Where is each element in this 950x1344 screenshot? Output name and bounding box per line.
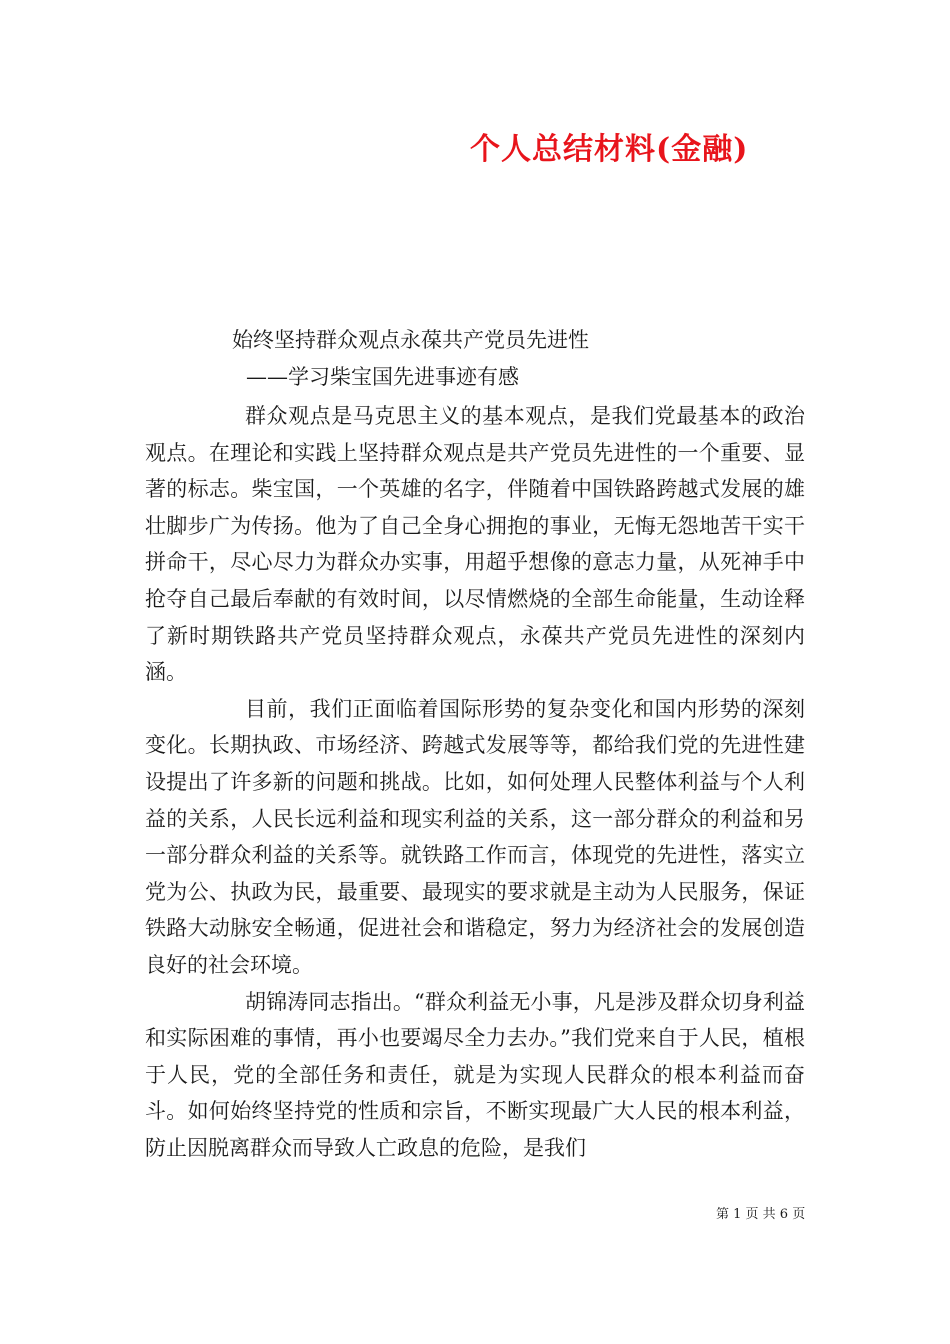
document-title: 个人总结材料(金融)	[470, 132, 749, 167]
page-footer: 第 1 页 共 6 页	[716, 1207, 806, 1222]
paragraph: 群众观点是马克思主义的基本观点，是我们党最基本的政治观点。在理论和实践上坚持群众观点是共产党员先进性的一个重要、显著的标志。柴宝国，一个英雄的名字，伴随着中国铁路跨越式发展的雄壮脚步广为传扬。他为了自己全身心拥抱的事业，无悔无怨地苦干实干拼命干，尽心尽力为群众办实事，用超乎想像的意志力量，从死神手中抢夺自己最后奉献的有效时间，以尽情燃烧的全部生命能量，生动诠释了新时期铁路共产党员坚持群众观点，永葆共产党员先进性的深刻内涵。	[145, 404, 805, 685]
article-heading: 始终坚持群众观点永葆共产党员先进性	[232, 328, 589, 352]
paragraph: 目前，我们正面临着国际形势的复杂变化和国内形势的深刻变化。长期执政、市场经济、跨越式发展等等，都给我们党的先进性建设提出了许多新的问题和挑战。比如，如何处理人民整体利益与个人利益的关系，人民长远利益和现实利益的关系，这一部分群众的利益和另一部分群众利益的关系等。就铁路工作而言，体现党的先进性，落实立党为公、执政为民，最重要、最现实的要求就是主动为人民服务，保证铁路大动脉安全畅通，促进社会和谐稳定，努力为经济社会的发展创造良好的社会环境。	[145, 696, 805, 977]
article-subheading: ——学习柴宝国先进事迹有感	[246, 365, 519, 389]
paragraph: 胡锦涛同志指出。“群众利益无小事，凡是涉及群众切身利益和实际困难的事情，再小也要竭尽全力去办。”我们党来自于人民，植根于人民，党的全部任务和责任，就是为实现人民群众的根本利益而奋斗。如何始终坚持党的性质和宗旨，不断实现最广大人民的根本利益，防止因脱离群众而导致人亡政息的危险，是我们	[145, 989, 805, 1160]
article-body	[145, 398, 805, 1166]
